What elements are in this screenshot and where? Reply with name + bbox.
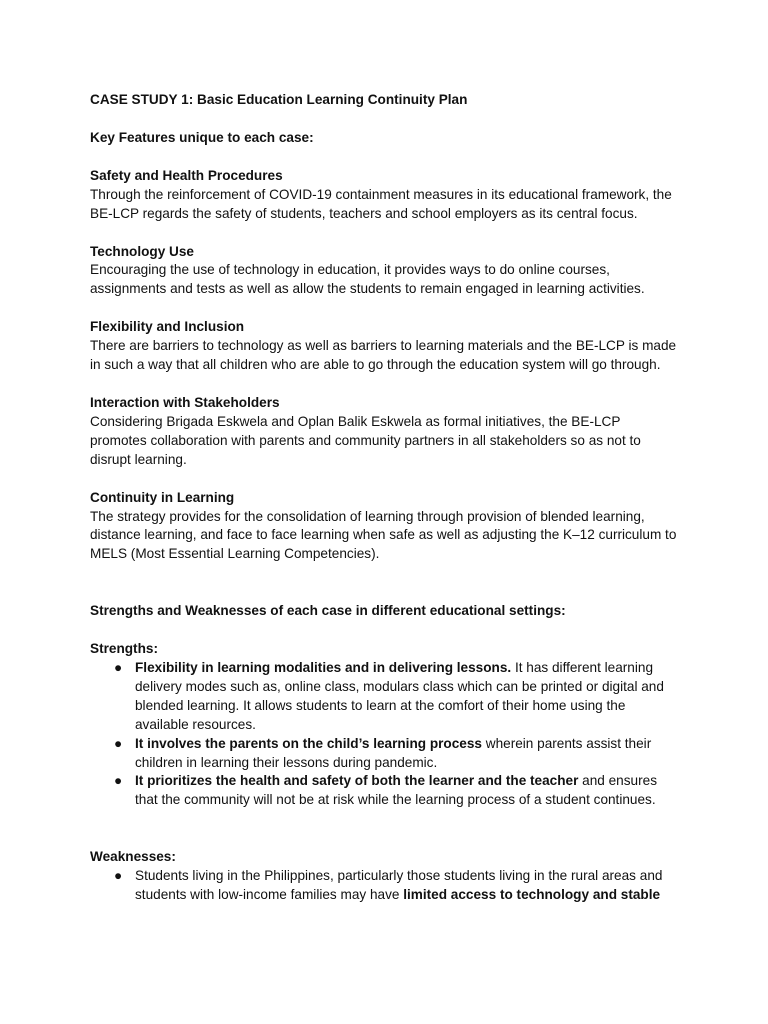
- document-page: [90, 91, 680, 905]
- bullet-icon: ●: [114, 735, 123, 751]
- section-body: The strategy provides for the consolidation of learning through provision of blended learning, distance learning, and face to face learning when safe as well as adjusting the K–12 curriculum to MELS (Most Essential Learning Competencies).: [90, 508, 677, 562]
- section-title: Technology Use: [90, 243, 194, 259]
- weaknesses-block: [90, 848, 680, 905]
- strengths-weaknesses-heading: Strengths and Weaknesses of each case in different educational settings:: [90, 603, 566, 619]
- strengths-block: [90, 640, 680, 810]
- list-item: [90, 659, 680, 735]
- list-item: [90, 867, 680, 905]
- section-body: Considering Brigada Eskwela and Oplan Balik Eskwela as formal initiatives, the BE-LCP promotes collaboration with parents and community partners in all stakeholders so as not to disrupt learning.: [90, 413, 641, 467]
- section-technology-use: [90, 243, 680, 300]
- section-body: Through the reinforcement of COVID-19 containment measures in its educational framework, the BE-LCP regards the safety of students, teachers and school employers as its central focus.: [90, 186, 672, 221]
- document-title: CASE STUDY 1: Basic Education Learning Continuity Plan: [90, 92, 468, 107]
- list-item: [90, 772, 680, 810]
- section-stakeholders: [90, 394, 680, 470]
- strength-bold-text: It involves the parents on the child’s learning process: [135, 735, 482, 751]
- weaknesses-heading: Weaknesses:: [90, 849, 176, 865]
- strengths-list: [90, 659, 680, 810]
- bullet-icon: ●: [114, 660, 123, 676]
- section-title: Continuity in Learning: [90, 489, 235, 505]
- section-title: Safety and Health Procedures: [90, 167, 283, 183]
- section-safety-health: [90, 167, 680, 224]
- strength-text: It has different learning delivery modes such as, online class, modulars class which can be printed or digital and blended learning. It allows students to learn at the comfort of their home using the available resources.: [135, 660, 664, 732]
- strength-bold-text: Flexibility in learning modalities and in delivering lessons.: [135, 660, 512, 676]
- section-body: Encouraging the use of technology in education, it provides ways to do online courses, assignments and tests as well as allow the students to remain engaged in learning activities.: [90, 262, 645, 297]
- section-title: Interaction with Stakeholders: [90, 394, 280, 410]
- section-flexibility-inclusion: [90, 318, 680, 375]
- strengths-heading: Strengths:: [90, 641, 158, 657]
- key-features-heading: Key Features unique to each case:: [90, 129, 314, 145]
- section-continuity: [90, 489, 680, 565]
- bullet-icon: ●: [114, 773, 123, 789]
- strength-bold-text: It prioritizes the health and safety of both the learner and the teacher: [135, 773, 579, 789]
- strength-text: and ensures that the community will not be at risk while the learning process of a student continues.: [135, 773, 657, 808]
- section-title: Flexibility and Inclusion: [90, 319, 245, 335]
- section-body: There are barriers to technology as well as barriers to learning materials and the BE-LCP is made in such a way that all children who are able to go through the education system will go through.: [90, 338, 677, 373]
- weakness-text: Students living in the Philippines, particularly those students living in the rural areas and students with low-income families may have: [135, 868, 663, 903]
- weaknesses-list: [90, 867, 680, 905]
- strength-text: wherein parents assist their children in learning their lessons during pandemic.: [135, 735, 652, 770]
- list-item: [90, 735, 680, 773]
- bullet-icon: ●: [114, 868, 123, 884]
- weakness-bold-text: limited access to technology and stable: [403, 887, 661, 903]
